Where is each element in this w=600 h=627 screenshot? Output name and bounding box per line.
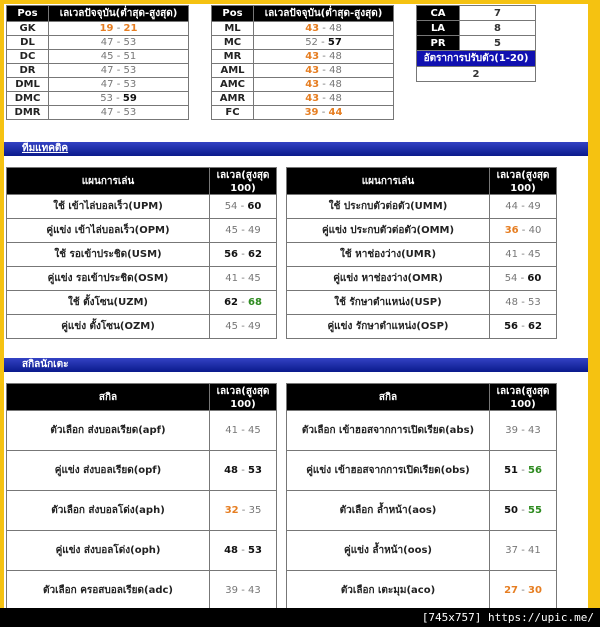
col-header-level: เลเวล(สูงสุด 100) [490,384,557,411]
row-label: ตัวเลือก ส่งบอลเรียด(apf) [7,411,210,451]
level-high: 53 [527,297,541,308]
table-row [7,531,277,571]
level-high: 45 [247,425,261,436]
col-header-level: เลเวล(สูงสุด 100) [210,168,277,195]
row-level [490,291,557,315]
level-low: 53 [100,93,113,104]
table-row [287,219,557,243]
level-high: 49 [247,225,261,236]
level-high: 48 [329,51,342,62]
level-low: 62 [224,297,239,308]
level-low: 19 [99,23,114,34]
level-separator: - [113,65,124,76]
table-row [287,195,557,219]
level-separator: - [518,425,528,436]
team-tactics-table-left [6,167,277,339]
position-code: AML [212,64,254,78]
attr-value-pr: 5 [460,36,536,51]
level-low: 48 [224,545,239,556]
level-low: 45 [100,51,114,62]
attr-value-la: 8 [460,21,536,36]
level-separator: - [518,505,528,516]
level-separator: - [113,37,124,48]
level-separator: - [319,79,330,90]
table-row [212,78,394,92]
position-code: AMR [212,92,254,106]
level-high: 56 [527,465,542,476]
level-high: 49 [527,201,541,212]
level-low: 43 [305,23,320,34]
level-separator: - [238,321,248,332]
level-high: 43 [527,425,541,436]
col-header-pos: Pos [212,6,254,22]
level-low: 43 [305,79,320,90]
row-level [490,531,557,571]
level-high: 53 [247,465,262,476]
row-label: ใช้ รอเข้าประชิด(USM) [7,243,210,267]
table-row [212,106,394,120]
col-header-tactic: แผนการเล่น [7,168,210,195]
row-level [490,243,557,267]
row-level [490,451,557,491]
level-low: 47 [100,107,114,118]
table-row [287,531,557,571]
level-low: 27 [504,585,519,596]
row-level [210,267,277,291]
position-code: DR [7,64,49,78]
level-high: 45 [527,249,541,260]
level-high: 62 [247,249,262,260]
position-level [254,22,394,36]
position-code: MC [212,36,254,50]
table-row [7,78,189,92]
level-high: 48 [329,79,342,90]
level-separator: - [318,107,329,118]
level-high: 30 [527,585,542,596]
adaptability-value: 2 [417,67,536,82]
row-label: ตัวเลือก ครอสบอลเรียด(adc) [7,571,210,611]
row-label: คู่แข่ง หาช่องว่าง(OMR) [287,267,490,291]
row-level [210,451,277,491]
level-separator: - [319,65,330,76]
footer-link[interactable]: [745x757] https://upic.me/ [421,611,594,624]
row-level [490,267,557,291]
level-separator: - [518,225,529,236]
table-row [212,50,394,64]
position-level [254,78,394,92]
table-row [212,64,394,78]
row-label: ใช้ ตั้งโซน(UZM) [7,291,210,315]
row-label: ตัวเลือก ส่งบอลโด่ง(aph) [7,491,210,531]
level-low: 41 [225,273,239,284]
level-separator: - [238,225,248,236]
position-level [49,64,189,78]
position-level [254,64,394,78]
level-high: 59 [122,93,137,104]
table-row [7,243,277,267]
level-low: 54 [504,273,518,284]
table-row [287,243,557,267]
level-high: 51 [123,51,137,62]
level-low: 44 [505,201,519,212]
position-level [49,78,189,92]
table-row [7,50,189,64]
table-row [7,64,189,78]
position-level [49,106,189,120]
level-low: 56 [504,321,519,332]
row-level [210,195,277,219]
level-separator: - [112,93,123,104]
level-high: 40 [528,225,542,236]
level-low: 41 [505,249,519,260]
row-level [210,571,277,611]
position-level [254,50,394,64]
right-border [588,0,600,608]
attributes-table [416,5,536,82]
row-label: คู่แข่ง รอเข้าประชิด(OSM) [7,267,210,291]
position-code: ML [212,22,254,36]
image-host-footer [0,608,600,627]
level-separator: - [113,51,124,62]
table-row [212,22,394,36]
level-high: 60 [527,273,542,284]
position-table-defense [6,5,189,120]
level-low: 32 [224,505,239,516]
row-level [210,243,277,267]
section-header-team-tactics [4,142,588,156]
level-separator: - [238,505,249,516]
table-row [7,315,277,339]
row-label: คู่แข่ง รักษาตำแหน่ง(OSP) [287,315,490,339]
table-row [287,491,557,531]
level-low: 39 [505,425,519,436]
table-row [7,106,189,120]
row-label: คู่แข่ง ส่งบอลเรียด(opf) [7,451,210,491]
row-level [210,291,277,315]
level-separator: - [518,465,528,476]
section-header-player-skills [4,358,588,372]
level-high: 48 [329,93,342,104]
level-separator: - [518,321,528,332]
section-title: สกิลนักเตะ [22,359,69,370]
table-row [287,267,557,291]
position-level [254,36,394,50]
level-high: 21 [123,23,138,34]
position-code: MR [212,50,254,64]
position-code: DMC [7,92,49,106]
level-high: 68 [247,297,262,308]
level-high: 45 [247,273,261,284]
level-low: 48 [224,465,239,476]
row-level [210,411,277,451]
row-level [490,491,557,531]
section-title: ทีมแทคติค [22,143,69,154]
level-low: 45 [225,225,239,236]
attr-value-ca: 7 [460,6,536,21]
level-low: 43 [305,51,320,62]
level-separator: - [518,297,528,308]
level-high: 55 [527,505,542,516]
table-row [287,571,557,611]
table-row [287,291,557,315]
level-separator: - [113,23,124,34]
position-code: GK [7,22,49,36]
level-high: 44 [328,107,343,118]
row-label: คู่แข่ง ประกบตัวต่อตัว(OMM) [287,219,490,243]
position-level [254,92,394,106]
level-high: 53 [123,65,137,76]
table-row [7,267,277,291]
level-high: 53 [247,545,262,556]
level-high: 62 [527,321,542,332]
table-row [7,22,189,36]
row-label: ใช้ หาช่องว่าง(UMR) [287,243,490,267]
level-low: 50 [504,505,519,516]
level-separator: - [238,273,248,284]
table-row [7,411,277,451]
table-row [287,451,557,491]
level-low: 54 [224,201,238,212]
level-low: 39 [225,585,239,596]
row-level [490,571,557,611]
level-separator: - [113,107,124,118]
col-header-level: เลเวลปัจจุบัน(ต่ำสุด-สูงสุด) [49,6,189,22]
level-separator: - [319,23,330,34]
level-separator: - [317,37,328,48]
level-high: 35 [248,505,262,516]
col-header-level: เลเวล(สูงสุด 100) [490,168,557,195]
position-level [49,92,189,106]
level-separator: - [518,201,528,212]
level-separator: - [238,297,248,308]
row-label: ใช้ เข้าไล่บอลเร็ว(UPM) [7,195,210,219]
level-low: 41 [225,425,239,436]
level-high: 60 [247,201,262,212]
level-low: 47 [100,37,114,48]
level-high: 41 [527,545,541,556]
level-low: 52 [305,37,318,48]
table-row [7,92,189,106]
level-high: 48 [329,65,342,76]
row-label: ตัวเลือก เข้าฮอสจากการเปิดเรียด(abs) [287,411,490,451]
level-separator: - [319,93,330,104]
row-level [490,315,557,339]
level-high: 53 [123,107,137,118]
row-label: ใช้ ประกบตัวต่อตัว(UMM) [287,195,490,219]
level-low: 43 [305,65,320,76]
row-level [490,411,557,451]
table-row [7,491,277,531]
level-high: 43 [247,585,261,596]
level-high: 53 [123,79,137,90]
position-level [49,36,189,50]
level-separator: - [319,51,330,62]
row-label: คู่แข่ง เข้าฮอสจากการเปิดเรียด(obs) [287,451,490,491]
position-level [254,106,394,120]
level-separator: - [237,201,248,212]
level-separator: - [238,249,248,260]
level-high: 48 [329,23,342,34]
table-row [7,195,277,219]
table-row [212,92,394,106]
attr-key-la: LA [417,21,460,36]
col-header-skill: สกิล [7,384,210,411]
adaptability-label: อัตราการปรับตัว(1-20) [417,51,536,67]
position-code: DC [7,50,49,64]
position-table-attack [211,5,394,120]
table-row [7,36,189,50]
row-level [210,315,277,339]
level-separator: - [517,273,528,284]
position-code: FC [212,106,254,120]
skills-table-left [6,383,277,611]
row-level [210,491,277,531]
col-header-skill: สกิล [287,384,490,411]
level-low: 36 [504,225,519,236]
team-tactics-table-right [286,167,557,339]
level-separator: - [238,465,248,476]
row-label: คู่แข่ง ล้ำหน้า(oos) [287,531,490,571]
level-separator: - [518,249,528,260]
row-level [490,219,557,243]
level-separator: - [518,585,528,596]
position-code: DMR [7,106,49,120]
level-low: 37 [505,545,519,556]
position-level [49,22,189,36]
table-row [287,411,557,451]
row-level [210,531,277,571]
table-row [212,36,394,50]
level-low: 51 [504,465,519,476]
level-low: 43 [305,93,320,104]
level-low: 47 [100,65,114,76]
table-row [7,291,277,315]
row-label: คู่แข่ง เข้าไล่บอลเร็ว(OPM) [7,219,210,243]
table-row [7,571,277,611]
position-code: DML [7,78,49,92]
row-level [490,195,557,219]
row-label: คู่แข่ง ส่งบอลโด่ง(oph) [7,531,210,571]
level-separator: - [238,585,248,596]
col-header-tactic: แผนการเล่น [287,168,490,195]
row-label: ตัวเลือก เตะมุม(aco) [287,571,490,611]
row-label: คู่แข่ง ตั้งโซน(OZM) [7,315,210,339]
position-code: DL [7,36,49,50]
skills-table-right [286,383,557,611]
row-level [210,219,277,243]
level-high: 49 [247,321,261,332]
table-row [7,451,277,491]
level-low: 39 [304,107,319,118]
level-low: 45 [225,321,239,332]
col-header-level: เลเวล(สูงสุด 100) [210,384,277,411]
level-low: 47 [100,79,114,90]
attr-key-pr: PR [417,36,460,51]
row-label: ตัวเลือก ล้ำหน้า(aos) [287,491,490,531]
table-row [7,219,277,243]
level-separator: - [238,425,248,436]
row-label: ใช้ รักษาตำแหน่ง(USP) [287,291,490,315]
position-level [49,50,189,64]
level-separator: - [518,545,528,556]
col-header-level: เลเวลปัจจุบัน(ต่ำสุด-สูงสุด) [254,6,394,22]
level-low: 48 [505,297,519,308]
level-high: 53 [123,37,137,48]
position-code: AMC [212,78,254,92]
level-separator: - [238,545,248,556]
table-row [287,315,557,339]
col-header-pos: Pos [7,6,49,22]
level-separator: - [113,79,124,90]
attr-key-ca: CA [417,6,460,21]
level-high: 57 [327,37,342,48]
level-low: 56 [224,249,239,260]
